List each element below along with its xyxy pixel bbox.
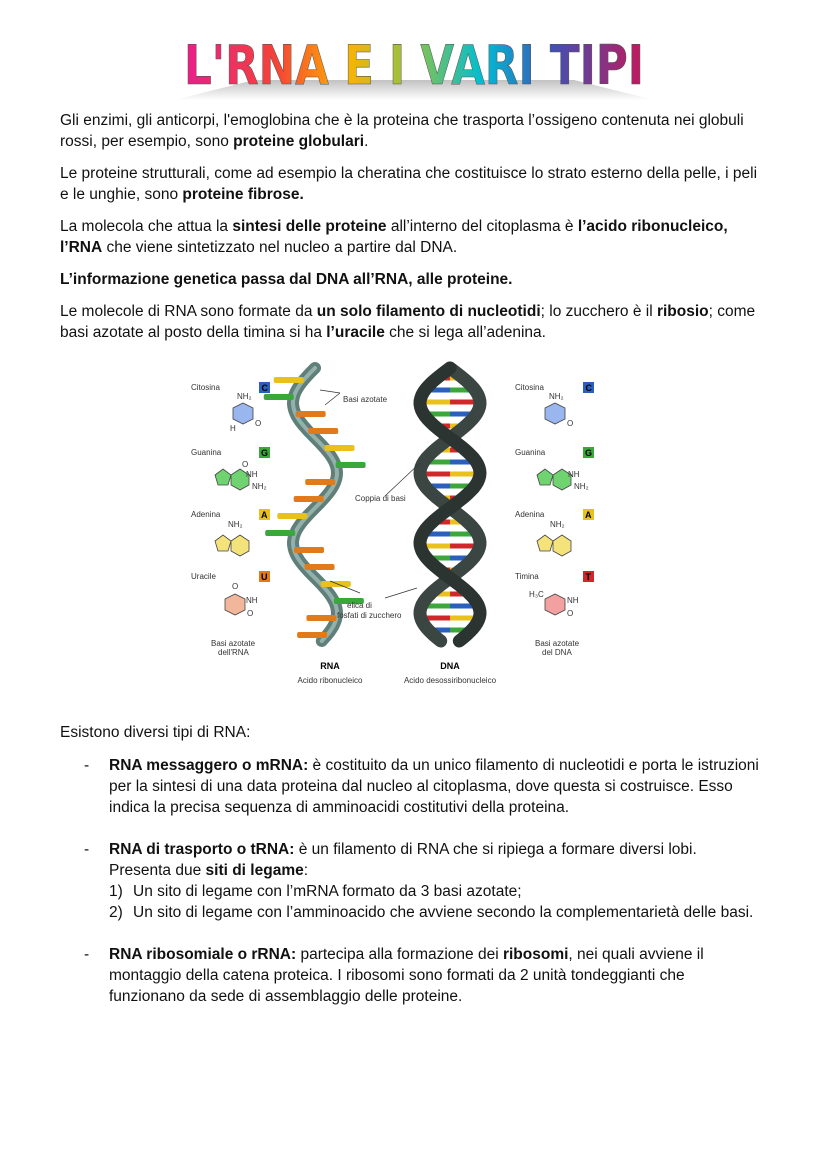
right-base-letter: T (585, 572, 591, 582)
molecule-label: NH (568, 470, 580, 479)
list-number: 1) (109, 883, 123, 900)
left-base-letter: U (261, 572, 268, 582)
right-base-column (515, 382, 594, 657)
right-caption-1: Basi azotate (535, 639, 580, 648)
right-base-letter: A (585, 510, 592, 520)
molecule-label: O (567, 609, 574, 618)
list-item (109, 881, 760, 902)
trna-binding-sites: siti di legame (205, 862, 304, 879)
rna-base-rung (297, 632, 327, 638)
left-base-name: Adenina (191, 510, 221, 519)
trna-sites-list (109, 881, 760, 923)
list-item-trna (80, 839, 760, 923)
left-base-letter: G (261, 448, 269, 458)
right-base-name: Adenina (515, 510, 545, 519)
molecule-label: O (232, 582, 239, 591)
rna-base-rung (274, 377, 304, 383)
rna-base-rung (294, 496, 324, 502)
trna-colon: : (303, 862, 309, 879)
rna-base-rung (305, 564, 335, 570)
rna-base-rung (321, 581, 351, 587)
label-basi-azotate: Basi azotate (343, 395, 388, 404)
molecule-label: O (242, 460, 249, 469)
molecule-label: O (255, 419, 262, 428)
molecule-label: NH₂ (549, 392, 564, 401)
rna-base-rung (325, 445, 355, 451)
rna-base-rung (294, 547, 324, 553)
molecule-label: H₃C (529, 590, 544, 599)
molecule-label: NH (246, 596, 258, 605)
left-base-name: Guanina (191, 448, 222, 457)
trna-description: è un filamento di RNA che si ripiega a formare diversi lobi. Presenta due (109, 841, 697, 879)
paragraph-genetic-info: L’informazione genetica passa dal DNA all’RNA, alle proteine. (60, 271, 513, 288)
rna-base-rung (277, 513, 307, 519)
guanine-ring-a (215, 469, 231, 485)
guanine-ring-a (537, 469, 553, 485)
list-number: 2) (109, 904, 123, 921)
rna-sugar-phosphate-backbone (293, 368, 337, 641)
left-base-letter: C (261, 383, 268, 393)
paragraph-rna-synthesis: La molecola che attua la sintesi delle proteine all’interno del citoplasma è l’acido ribonucleico, l’RNA che viene sintetizzato nel nucleo a partire dal DNA. (60, 218, 728, 256)
dna-subtitle: Acido desossiribonucleico (403, 676, 497, 685)
cytosine-molecule (545, 403, 565, 424)
right-base-name: Timina (515, 572, 539, 581)
rna-types-intro: Esistono diversi tipi di RNA: (60, 724, 251, 741)
rrna-description-2: , nei quali avviene il montaggio della catena proteica. I ribosomi sono formati da 2 unità tondeggianti che funzionano da sede di assemblaggio delle proteine. (109, 946, 704, 1005)
list-dash: - (84, 841, 90, 858)
left-base-column (191, 382, 270, 657)
molecule-label: NH₂ (550, 520, 565, 529)
right-base-name: Citosina (515, 383, 544, 392)
rna-base-rung (336, 462, 366, 468)
list-item-text: Un sito di legame con l’amminoacido che avviene secondo la complementarietà delle basi. (133, 904, 754, 921)
rna-subtitle: Acido ribonucleico (297, 676, 363, 685)
rrna-description: partecipa alla formazione dei (296, 946, 503, 963)
adenine-ring-b (231, 535, 249, 556)
left-caption-2: dell'RNA (218, 648, 249, 657)
molecule-label: NH₂ (574, 482, 589, 491)
right-caption-2: del DNA (542, 648, 572, 657)
trna-term: RNA di trasporto o tRNA: (109, 841, 295, 858)
elica-label-leader-2 (385, 588, 417, 598)
mrna-term: RNA messaggero o mRNA: (109, 757, 309, 774)
page-title: L'RNA E I VARI TIPI (184, 34, 644, 97)
paragraph-globular: Gli enzimi, gli anticorpi, l'emoglobina che è la proteina che trasporta l’ossigeno contenuta nei globuli rossi, per esempio, sono proteine globulari. (60, 112, 744, 150)
rna-base-rung (308, 428, 338, 434)
rna-base-rung (296, 411, 326, 417)
molecule-label: O (567, 419, 574, 428)
molecule-label: NH₂ (228, 520, 243, 529)
left-base-name: Uracile (191, 572, 216, 581)
rna-dna-diagram-svg (185, 363, 605, 693)
adenine-ring-b (553, 535, 571, 556)
rrna-term: RNA ribosomiale o rRNA: (109, 946, 297, 963)
molecule-label: O (247, 609, 254, 618)
page-title-art (154, 28, 674, 106)
molecule-label: NH₂ (237, 392, 252, 401)
right-base-letter: G (585, 448, 593, 458)
rna-base-rung (305, 479, 335, 485)
uracil-molecule (225, 594, 245, 615)
rna-title: RNA (320, 661, 340, 671)
rrna-ribosomes: ribosomi (502, 946, 569, 963)
rna-base-rung (265, 530, 295, 536)
molecule-label: NH (246, 470, 258, 479)
adenine-ring-a (215, 535, 231, 551)
paragraph-rna-structure: Le molecole di RNA sono formate da un solo filamento di nucleotidi; lo zucchero è il ribosio; come basi azotate al posto della timina si ha l’uracile che si lega all’adenina. (60, 303, 756, 341)
right-base-letter: C (585, 383, 592, 393)
basi-label-leader (320, 390, 340, 393)
dna-title: DNA (440, 661, 460, 671)
list-item (109, 902, 760, 923)
molecule-label: H (230, 424, 236, 433)
list-item-text: Un sito di legame con l’mRNA formato da 3 basi azotate; (133, 883, 522, 900)
basi-label-leader-2 (325, 393, 340, 405)
left-base-letter: A (261, 510, 268, 520)
list-item-mrna (80, 755, 760, 818)
label-elica-1: elica di (347, 601, 372, 610)
cytosine-molecule (233, 403, 253, 424)
mrna-description: è costituito da un unico filamento di nucleotidi e porta le istruzioni per la sintesi di una data proteina dal nucleo al citoplasma, dove questa si costruisce. Esso indica la precisa sequenza di amminoacidi costitutivi della proteina. (109, 757, 759, 816)
page-title-banner (0, 28, 828, 108)
left-base-name: Citosina (191, 383, 220, 392)
label-coppia-di-basi: Coppia di basi (355, 494, 406, 503)
rna-dna-diagram (185, 363, 605, 693)
list-item-rrna (80, 944, 760, 1007)
rna-base-rung (264, 394, 294, 400)
rna-types-list (80, 755, 760, 1028)
list-dash: - (84, 757, 90, 774)
label-elica-2: fosfati di zucchero (337, 611, 402, 620)
paragraph-fibrous: Le proteine strutturali, come ad esempio la cheratina che costituisce lo strato esterno della pelle, i peli e le unghie, sono proteine fibrose. (60, 165, 758, 203)
molecule-label: NH (567, 596, 579, 605)
right-base-name: Guanina (515, 448, 546, 457)
left-caption-1: Basi azotate (211, 639, 256, 648)
list-dash: - (84, 946, 90, 963)
rna-base-rung (306, 615, 336, 621)
thymine-molecule (545, 594, 565, 615)
intro-paragraphs (60, 110, 760, 354)
adenine-ring-a (537, 535, 553, 551)
molecule-label: NH₂ (252, 482, 267, 491)
